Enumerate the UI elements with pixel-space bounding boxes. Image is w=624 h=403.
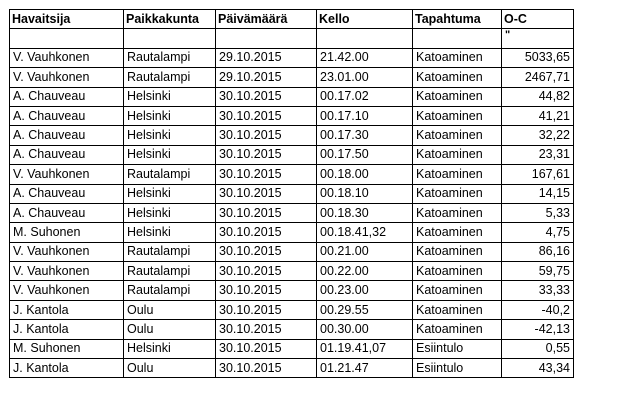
time-cell: 00.22.00 <box>317 262 413 281</box>
location-cell: Oulu <box>124 300 216 319</box>
event-cell: Katoaminen <box>413 145 502 164</box>
time-cell: 01.21.47 <box>317 359 413 378</box>
date-cell: 30.10.2015 <box>216 262 317 281</box>
unit-cell <box>124 29 216 48</box>
o-c-cell: 32,22 <box>502 126 574 145</box>
location-cell: Helsinki <box>124 106 216 125</box>
event-cell: Katoaminen <box>413 126 502 145</box>
event-cell: Katoaminen <box>413 242 502 261</box>
observer-cell: M. Suhonen <box>10 223 124 242</box>
o-c-cell: 43,34 <box>502 359 574 378</box>
o-c-cell: 14,15 <box>502 184 574 203</box>
observer-cell: A. Chauveau <box>10 184 124 203</box>
date-cell: 30.10.2015 <box>216 339 317 358</box>
observer-cell: A. Chauveau <box>10 203 124 222</box>
time-cell: 00.18.30 <box>317 203 413 222</box>
event-cell: Katoaminen <box>413 165 502 184</box>
time-cell: 00.17.02 <box>317 87 413 106</box>
time-cell: 00.21.00 <box>317 242 413 261</box>
observer-cell: V. Vauhkonen <box>10 242 124 261</box>
header-observer: Havaitsija <box>10 10 124 29</box>
event-cell: Katoaminen <box>413 68 502 87</box>
time-cell: 23.01.00 <box>317 68 413 87</box>
observer-cell: J. Kantola <box>10 320 124 339</box>
observer-cell: J. Kantola <box>10 300 124 319</box>
header-location: Paikkakunta <box>124 10 216 29</box>
time-cell: 00.17.10 <box>317 106 413 125</box>
table-row <box>10 203 574 222</box>
o-c-cell: 4,75 <box>502 223 574 242</box>
date-cell: 30.10.2015 <box>216 165 317 184</box>
event-cell: Katoaminen <box>413 223 502 242</box>
location-cell: Helsinki <box>124 126 216 145</box>
table-row <box>10 223 574 242</box>
header-event: Tapahtuma <box>413 10 502 29</box>
o-c-cell: 33,33 <box>502 281 574 300</box>
o-c-cell: 59,75 <box>502 262 574 281</box>
o-c-cell: 2467,71 <box>502 68 574 87</box>
location-cell: Helsinki <box>124 203 216 222</box>
event-cell: Katoaminen <box>413 281 502 300</box>
header-time: Kello <box>317 10 413 29</box>
table-row <box>10 68 574 87</box>
time-cell: 21.42.00 <box>317 48 413 67</box>
unit-cell <box>413 29 502 48</box>
location-cell: Rautalampi <box>124 262 216 281</box>
observer-cell: V. Vauhkonen <box>10 68 124 87</box>
observer-cell: J. Kantola <box>10 359 124 378</box>
observation-table <box>9 9 574 378</box>
table-row <box>10 87 574 106</box>
location-cell: Helsinki <box>124 87 216 106</box>
table-row <box>10 320 574 339</box>
time-cell: 00.17.30 <box>317 126 413 145</box>
o-c-cell: -40,2 <box>502 300 574 319</box>
table-row <box>10 106 574 125</box>
date-cell: 30.10.2015 <box>216 359 317 378</box>
date-cell: 30.10.2015 <box>216 106 317 125</box>
o-c-cell: 41,21 <box>502 106 574 125</box>
observer-cell: A. Chauveau <box>10 87 124 106</box>
event-cell: Katoaminen <box>413 262 502 281</box>
observer-cell: A. Chauveau <box>10 145 124 164</box>
header-row <box>10 10 574 29</box>
table-row <box>10 126 574 145</box>
event-cell: Katoaminen <box>413 87 502 106</box>
date-cell: 29.10.2015 <box>216 68 317 87</box>
observer-cell: V. Vauhkonen <box>10 165 124 184</box>
observer-cell: V. Vauhkonen <box>10 262 124 281</box>
date-cell: 30.10.2015 <box>216 281 317 300</box>
time-cell: 00.17.50 <box>317 145 413 164</box>
time-cell: 01.19.41,07 <box>317 339 413 358</box>
time-cell: 00.18.41,32 <box>317 223 413 242</box>
date-cell: 30.10.2015 <box>216 242 317 261</box>
table-row <box>10 262 574 281</box>
unit-row <box>10 29 574 48</box>
o-c-unit: " <box>502 29 574 48</box>
unit-cell <box>10 29 124 48</box>
o-c-cell: 86,16 <box>502 242 574 261</box>
event-cell: Esiintulo <box>413 359 502 378</box>
location-cell: Helsinki <box>124 184 216 203</box>
o-c-cell: -42,13 <box>502 320 574 339</box>
table-row <box>10 242 574 261</box>
event-cell: Katoaminen <box>413 203 502 222</box>
o-c-cell: 5033,65 <box>502 48 574 67</box>
time-cell: 00.18.00 <box>317 165 413 184</box>
date-cell: 30.10.2015 <box>216 300 317 319</box>
o-c-cell: 5,33 <box>502 203 574 222</box>
location-cell: Helsinki <box>124 339 216 358</box>
date-cell: 30.10.2015 <box>216 184 317 203</box>
location-cell: Helsinki <box>124 223 216 242</box>
location-cell: Oulu <box>124 359 216 378</box>
table-row <box>10 145 574 164</box>
date-cell: 30.10.2015 <box>216 126 317 145</box>
date-cell: 30.10.2015 <box>216 203 317 222</box>
event-cell: Katoaminen <box>413 320 502 339</box>
location-cell: Helsinki <box>124 145 216 164</box>
time-cell: 00.30.00 <box>317 320 413 339</box>
event-cell: Katoaminen <box>413 48 502 67</box>
event-cell: Katoaminen <box>413 184 502 203</box>
table-row <box>10 281 574 300</box>
o-c-cell: 167,61 <box>502 165 574 184</box>
table-row <box>10 339 574 358</box>
table-row <box>10 165 574 184</box>
event-cell: Katoaminen <box>413 300 502 319</box>
location-cell: Rautalampi <box>124 281 216 300</box>
location-cell: Rautalampi <box>124 242 216 261</box>
observer-cell: V. Vauhkonen <box>10 48 124 67</box>
date-cell: 29.10.2015 <box>216 48 317 67</box>
date-cell: 30.10.2015 <box>216 145 317 164</box>
header-date: Päivämäärä <box>216 10 317 29</box>
date-cell: 30.10.2015 <box>216 87 317 106</box>
event-cell: Katoaminen <box>413 106 502 125</box>
unit-cell <box>216 29 317 48</box>
location-cell: Oulu <box>124 320 216 339</box>
location-cell: Rautalampi <box>124 48 216 67</box>
table-row <box>10 300 574 319</box>
location-cell: Rautalampi <box>124 165 216 184</box>
time-cell: 00.23.00 <box>317 281 413 300</box>
location-cell: Rautalampi <box>124 68 216 87</box>
o-c-cell: 23,31 <box>502 145 574 164</box>
table-row <box>10 359 574 378</box>
event-cell: Esiintulo <box>413 339 502 358</box>
header-o-c: O-C <box>502 10 574 29</box>
o-c-cell: 0,55 <box>502 339 574 358</box>
o-c-cell: 44,82 <box>502 87 574 106</box>
table-row <box>10 48 574 67</box>
date-cell: 30.10.2015 <box>216 320 317 339</box>
observer-cell: M. Suhonen <box>10 339 124 358</box>
date-cell: 30.10.2015 <box>216 223 317 242</box>
table-row <box>10 184 574 203</box>
unit-cell <box>317 29 413 48</box>
time-cell: 00.18.10 <box>317 184 413 203</box>
observer-cell: A. Chauveau <box>10 126 124 145</box>
observer-cell: A. Chauveau <box>10 106 124 125</box>
observer-cell: V. Vauhkonen <box>10 281 124 300</box>
time-cell: 00.29.55 <box>317 300 413 319</box>
